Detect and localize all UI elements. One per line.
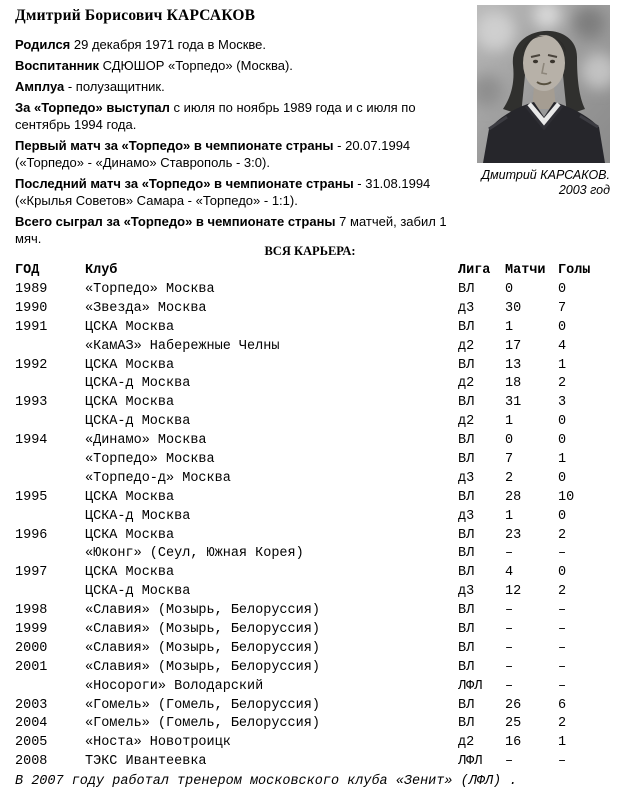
career-club-cell: «Носороги» Володарский bbox=[85, 678, 264, 694]
career-club-cell: ЦСКА Москва bbox=[85, 395, 175, 411]
career-matches-cell: 28 bbox=[505, 489, 522, 505]
career-year-cell: 2005 bbox=[15, 735, 48, 751]
career-club-cell: ТЭКС Ивантеевка bbox=[85, 754, 207, 770]
career-league-cell: ВЛ bbox=[458, 433, 475, 449]
career-league-cell: ВЛ bbox=[458, 527, 475, 543]
bio-paragraph-text: - 20.07.1994 («Торпедо» - «Динамо» Ставрополь - 3:0). bbox=[15, 138, 411, 170]
career-league-cell: д3 bbox=[458, 300, 475, 316]
career-goals-cell: 0 bbox=[558, 319, 567, 335]
career-club-cell: ЦСКА Москва bbox=[85, 319, 175, 335]
career-goals-cell: 10 bbox=[558, 489, 575, 505]
bio-paragraph-lead: Амплуа bbox=[15, 79, 65, 94]
career-league-cell: ВЛ bbox=[458, 697, 475, 713]
career-row bbox=[0, 679, 620, 698]
career-goals-cell: 0 bbox=[558, 470, 567, 486]
career-year-cell bbox=[0, 679, 85, 698]
career-year-cell: 2004 bbox=[15, 716, 48, 732]
career-year-cell bbox=[0, 546, 85, 565]
photo-caption bbox=[477, 168, 610, 198]
career-league-cell: д3 bbox=[458, 470, 475, 486]
career-year-cell bbox=[0, 509, 85, 528]
career-league-cell: д2 bbox=[458, 735, 475, 751]
career-matches-cell: 25 bbox=[505, 716, 522, 732]
career-table-body bbox=[0, 282, 620, 773]
career-matches-cell: 12 bbox=[505, 584, 522, 600]
career-row bbox=[0, 565, 620, 584]
career-club-cell: «Славия» (Мозырь, Белоруссия) bbox=[85, 640, 320, 656]
career-league-cell: ВЛ bbox=[458, 640, 475, 656]
career-row bbox=[0, 376, 620, 395]
column-year: ГОД bbox=[15, 263, 40, 278]
career-year-cell bbox=[0, 414, 85, 433]
career-year-cell: 1995 bbox=[15, 489, 48, 505]
career-league-cell: ВЛ bbox=[458, 282, 475, 297]
career-club-cell: «Звезда» Москва bbox=[85, 300, 207, 316]
career-goals-cell: 0 bbox=[558, 565, 567, 581]
column-goals: Голы bbox=[558, 263, 591, 278]
photo-caption-line2: 2003 год bbox=[558, 183, 610, 197]
career-league-cell: ВЛ bbox=[458, 357, 475, 373]
bio-paragraph bbox=[15, 57, 472, 74]
career-goals-cell: 0 bbox=[558, 433, 567, 449]
career-league-cell: ВЛ bbox=[458, 319, 475, 335]
career-league-cell: ВЛ bbox=[458, 565, 475, 581]
player-photo bbox=[477, 5, 610, 163]
career-year-cell: 2008 bbox=[15, 754, 48, 770]
bio-paragraph bbox=[15, 137, 472, 171]
career-league-cell: ВЛ bbox=[458, 716, 475, 732]
bio-paragraph bbox=[15, 213, 472, 247]
career-row bbox=[0, 452, 620, 471]
career-league-cell: д3 bbox=[458, 584, 475, 600]
career-matches-cell: – bbox=[505, 603, 514, 619]
career-club-cell: ЦСКА Москва bbox=[85, 489, 175, 505]
page-title: Дмитрий Борисович КАРСАКОВ bbox=[15, 7, 256, 24]
career-row bbox=[0, 395, 620, 414]
bio-paragraph bbox=[15, 99, 472, 133]
career-matches-cell: – bbox=[505, 678, 514, 694]
career-year-cell: 1997 bbox=[15, 565, 48, 581]
career-year-cell: 1996 bbox=[15, 527, 48, 543]
career-goals-cell: 2 bbox=[558, 584, 567, 600]
career-league-cell: д2 bbox=[458, 338, 475, 354]
career-club-cell: «Юконг» (Сеул, Южная Корея) bbox=[85, 546, 304, 562]
career-row bbox=[0, 622, 620, 641]
column-matches: Матчи bbox=[505, 263, 546, 278]
career-goals-cell: 1 bbox=[558, 452, 567, 468]
career-year-cell: 1992 bbox=[15, 357, 48, 373]
career-club-cell: «Славия» (Мозырь, Белоруссия) bbox=[85, 659, 320, 675]
career-year-cell: 2003 bbox=[15, 697, 48, 713]
career-league-cell: д2 bbox=[458, 376, 475, 392]
career-year-cell: 1998 bbox=[15, 603, 48, 619]
career-club-cell: «Гомель» (Гомель, Белоруссия) bbox=[85, 697, 320, 713]
career-row bbox=[0, 641, 620, 660]
career-matches-cell: – bbox=[505, 546, 514, 562]
career-row bbox=[0, 698, 620, 717]
career-footer-note: В 2007 году работал тренером московского клуба «Зенит» (ЛФЛ) . bbox=[15, 774, 518, 789]
career-row bbox=[0, 414, 620, 433]
career-club-cell: «Торпедо-д» Москва bbox=[85, 470, 231, 486]
career-row bbox=[0, 716, 620, 735]
career-matches-cell: 13 bbox=[505, 357, 522, 373]
career-goals-cell: 3 bbox=[558, 395, 567, 411]
career-goals-cell: 0 bbox=[558, 282, 567, 297]
career-league-cell: ВЛ bbox=[458, 452, 475, 468]
career-row bbox=[0, 546, 620, 565]
career-goals-cell: 1 bbox=[558, 357, 567, 373]
column-club: Клуб bbox=[85, 263, 118, 278]
career-year-cell: 1989 bbox=[15, 282, 48, 297]
career-row bbox=[0, 603, 620, 622]
career-year-cell: 1991 bbox=[15, 319, 48, 335]
career-club-cell: «КамАЗ» Набережные Челны bbox=[85, 338, 280, 354]
career-year-cell bbox=[0, 376, 85, 395]
bio-paragraph bbox=[15, 36, 472, 53]
career-table-header bbox=[0, 263, 620, 282]
career-row bbox=[0, 509, 620, 528]
photo-caption-line1: Дмитрий КАРСАКОВ. bbox=[481, 168, 610, 182]
career-year-cell: 1993 bbox=[15, 395, 48, 411]
career-row bbox=[0, 433, 620, 452]
career-matches-cell: 4 bbox=[505, 565, 514, 581]
bio-paragraph-text: с июля по ноябрь 1989 года и с июля по сентябрь 1994 года. bbox=[15, 100, 416, 132]
bio-paragraph-text: 7 матчей, забил 1 мяч. bbox=[15, 214, 447, 246]
career-club-cell: «Славия» (Мозырь, Белоруссия) bbox=[85, 622, 320, 638]
career-league-cell: ВЛ bbox=[458, 603, 475, 619]
career-goals-cell: 6 bbox=[558, 697, 567, 713]
career-matches-cell: 2 bbox=[505, 470, 514, 486]
career-row bbox=[0, 471, 620, 490]
career-year-cell bbox=[0, 584, 85, 603]
bio-paragraph-lead: Последний матч за «Торпедо» в чемпионате страны bbox=[15, 176, 354, 191]
career-matches-cell: 1 bbox=[505, 319, 514, 335]
career-matches-cell: 1 bbox=[505, 508, 514, 524]
bio-paragraph-text: СДЮШОР «Торпедо» (Москва). bbox=[99, 58, 293, 73]
career-league-cell: д2 bbox=[458, 414, 475, 430]
career-row bbox=[0, 358, 620, 377]
career-league-cell: ВЛ bbox=[458, 659, 475, 675]
career-year-cell: 2001 bbox=[15, 659, 48, 675]
career-goals-cell: 2 bbox=[558, 527, 567, 543]
career-club-cell: «Гомель» (Гомель, Белоруссия) bbox=[85, 716, 320, 732]
career-matches-cell: 31 bbox=[505, 395, 522, 411]
career-league-cell: ВЛ bbox=[458, 546, 475, 562]
career-row bbox=[0, 320, 620, 339]
career-row bbox=[0, 490, 620, 509]
career-row bbox=[0, 301, 620, 320]
bio-paragraph-text: - 31.08.1994 («Крылья Советов» Самара - «Торпедо» - 1:1). bbox=[15, 176, 431, 208]
career-club-cell: «Динамо» Москва bbox=[85, 433, 207, 449]
career-club-cell: ЦСКА Москва bbox=[85, 527, 175, 543]
career-heading: ВСЯ КАРЬЕРА: bbox=[264, 244, 356, 258]
career-league-cell: ВЛ bbox=[458, 489, 475, 505]
career-club-cell: ЦСКА-д Москва bbox=[85, 376, 191, 392]
career-goals-cell: – bbox=[558, 622, 567, 638]
career-matches-cell: – bbox=[505, 659, 514, 675]
career-club-cell: ЦСКА-д Москва bbox=[85, 584, 191, 600]
bio-paragraph-lead: За «Торпедо» выступал bbox=[15, 100, 170, 115]
career-matches-cell: 0 bbox=[505, 282, 514, 297]
career-league-cell: ЛФЛ bbox=[458, 678, 483, 694]
career-league-cell: ВЛ bbox=[458, 395, 475, 411]
career-league-cell: ЛФЛ bbox=[458, 754, 483, 770]
career-row bbox=[0, 528, 620, 547]
career-goals-cell: 4 bbox=[558, 338, 567, 354]
bio-paragraph bbox=[15, 175, 472, 209]
career-league-cell: ВЛ bbox=[458, 622, 475, 638]
bio-paragraph-lead: Всего сыграл за «Торпедо» в чемпионате страны bbox=[15, 214, 336, 229]
career-year-cell: 1999 bbox=[15, 622, 48, 638]
career-club-cell: «Торпедо» Москва bbox=[85, 282, 215, 297]
career-matches-cell: – bbox=[505, 622, 514, 638]
career-year-cell: 1994 bbox=[15, 433, 48, 449]
career-row bbox=[0, 660, 620, 679]
career-goals-cell: – bbox=[558, 603, 567, 619]
bio-paragraph-lead: Воспитанник bbox=[15, 58, 100, 73]
career-matches-cell: 30 bbox=[505, 300, 522, 316]
career-goals-cell: 2 bbox=[558, 376, 567, 392]
career-goals-cell: – bbox=[558, 659, 567, 675]
career-row bbox=[0, 339, 620, 358]
career-matches-cell: 17 bbox=[505, 338, 522, 354]
career-row bbox=[0, 735, 620, 754]
career-year-cell: 1990 bbox=[15, 300, 48, 316]
bio-paragraph-lead: Родился bbox=[15, 37, 71, 52]
career-row bbox=[0, 754, 620, 773]
career-year-cell bbox=[0, 339, 85, 358]
column-league: Лига bbox=[458, 263, 491, 278]
career-goals-cell: 0 bbox=[558, 508, 567, 524]
bio-paragraph bbox=[15, 78, 472, 95]
bio-paragraphs bbox=[15, 36, 472, 247]
career-goals-cell: 2 bbox=[558, 716, 567, 732]
career-matches-cell: 7 bbox=[505, 452, 514, 468]
bio-paragraph-text: - полузащитник. bbox=[64, 79, 165, 94]
bio-section bbox=[15, 0, 472, 251]
career-matches-cell: – bbox=[505, 640, 514, 656]
bio-paragraph-text: 29 декабря 1971 года в Москве. bbox=[70, 37, 267, 52]
career-matches-cell: 1 bbox=[505, 414, 514, 430]
career-goals-cell: – bbox=[558, 754, 567, 770]
career-matches-cell: 16 bbox=[505, 735, 522, 751]
career-club-cell: «Торпедо» Москва bbox=[85, 452, 215, 468]
career-goals-cell: – bbox=[558, 678, 567, 694]
career-goals-cell: 0 bbox=[558, 414, 567, 430]
career-matches-cell: 18 bbox=[505, 376, 522, 392]
career-club-cell: «Носта» Новотроицк bbox=[85, 735, 231, 751]
career-league-cell: д3 bbox=[458, 508, 475, 524]
career-club-cell: ЦСКА-д Москва bbox=[85, 414, 191, 430]
photo-block bbox=[477, 5, 610, 198]
career-goals-cell: – bbox=[558, 546, 567, 562]
career-header-row bbox=[0, 263, 620, 282]
career-matches-cell: 23 bbox=[505, 527, 522, 543]
bio-paragraph-lead: Первый матч за «Торпедо» в чемпионате страны bbox=[15, 138, 334, 153]
career-row bbox=[0, 584, 620, 603]
career-club-cell: «Славия» (Мозырь, Белоруссия) bbox=[85, 603, 320, 619]
career-table bbox=[0, 263, 620, 773]
career-goals-cell: – bbox=[558, 640, 567, 656]
career-matches-cell: 0 bbox=[505, 433, 514, 449]
career-club-cell: ЦСКА Москва bbox=[85, 357, 175, 373]
career-year-cell bbox=[0, 471, 85, 490]
career-goals-cell: 1 bbox=[558, 735, 567, 751]
career-year-cell: 2000 bbox=[15, 640, 48, 656]
career-club-cell: ЦСКА Москва bbox=[85, 565, 175, 581]
career-club-cell: ЦСКА-д Москва bbox=[85, 508, 191, 524]
career-goals-cell: 7 bbox=[558, 300, 567, 316]
career-row bbox=[0, 282, 620, 301]
career-year-cell bbox=[0, 452, 85, 471]
career-matches-cell: – bbox=[505, 754, 514, 770]
career-matches-cell: 26 bbox=[505, 697, 522, 713]
